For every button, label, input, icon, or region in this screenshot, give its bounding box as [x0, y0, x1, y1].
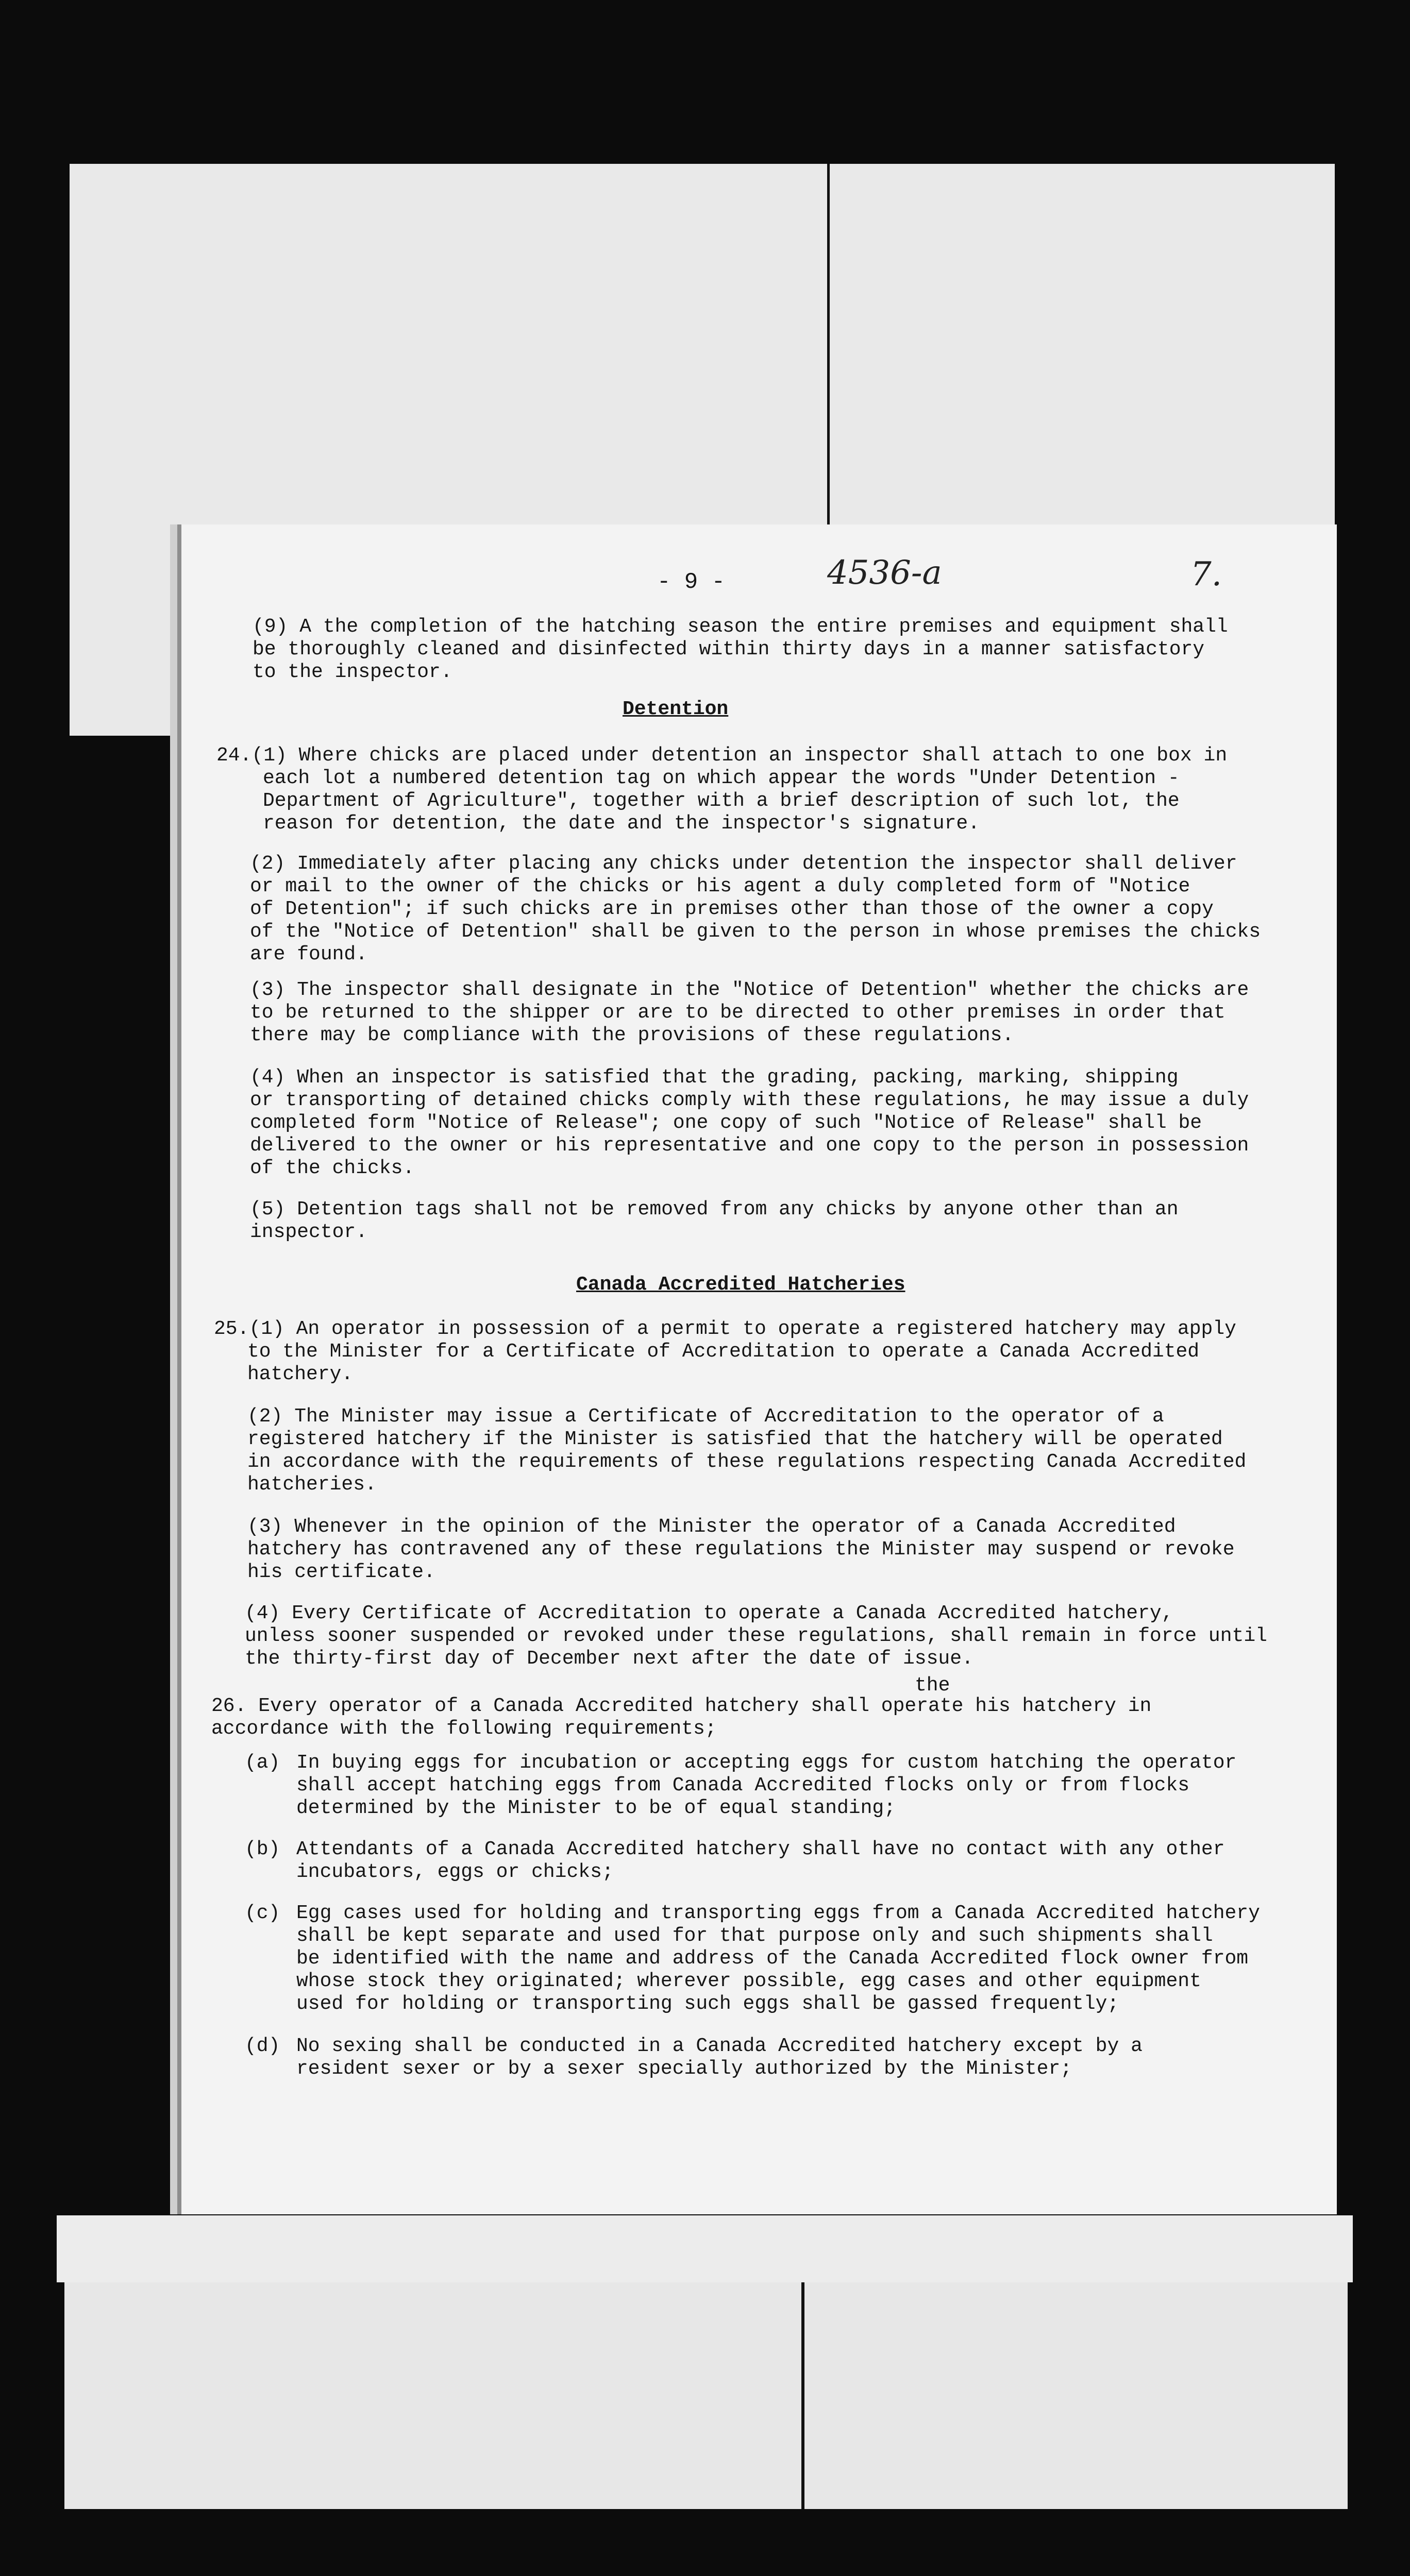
page-fold-line [827, 164, 830, 532]
accredited-hatcheries-heading: Canada Accredited Hatcheries [576, 1274, 905, 1296]
section-24-4-line: completed form "Notice of Release"; one copy of such "Notice of Release" shall be [250, 1112, 1202, 1134]
section-25-3-line: (3) Whenever in the opinion of the Minister the operator of a Canada Accredited [247, 1516, 1176, 1538]
section-24-5-line: (5) Detention tags shall not be removed from any chicks by anyone other than an [250, 1198, 1179, 1221]
item-d-label: (d) [245, 2035, 280, 2057]
item-c-line: be identified with the name and address of the Canada Accredited flock owner from [296, 1947, 1249, 1970]
item-b-label: (b) [245, 1838, 280, 1860]
section-24-5-line: inspector. [250, 1221, 368, 1243]
section-25-3-line: his certificate. [247, 1561, 435, 1583]
section-25-4-line: unless sooner suspended or revoked under these regulations, shall remain in force until [245, 1625, 1267, 1647]
scan-strip [57, 2215, 1353, 2282]
section-25-4-line: the thirty-first day of December next after the date of issue. [245, 1648, 973, 1670]
section-24-4-line: or transporting of detained chicks comply with these regulations, he may issue a duly [250, 1089, 1249, 1111]
item-c-line: whose stock they originated; wherever possible, egg cases and other equipment [296, 1970, 1201, 1992]
item-d-line: resident sexer or by a sexer specially authorized by the Minister; [296, 2058, 1072, 2080]
section-24-4-line: of the chicks. [250, 1157, 415, 1179]
page-fold-line-bottom [801, 2282, 804, 2509]
section-24-2-line: are found. [250, 943, 368, 965]
section-26-line: accordance with the following requirements; [211, 1718, 717, 1740]
item-d-line: No sexing shall be conducted in a Canada Accredited hatchery except by a [296, 2035, 1143, 2057]
paragraph-9-line: to the inspector. [253, 661, 452, 683]
section-24-3-line: there may be compliance with the provisions of these regulations. [250, 1024, 1014, 1046]
section-24-2-line: (2) Immediately after placing any chicks under detention the inspector shall deliver [250, 853, 1237, 875]
item-a-line: In buying eggs for incubation or accepting eggs for custom hatching the operator [296, 1752, 1237, 1774]
section-26-line: 26. Every operator of a Canada Accredited hatchery shall operate his hatchery in [211, 1695, 1152, 1717]
item-a-line: determined by the Minister to be of equal standing; [296, 1797, 896, 1819]
section-24-1-line: 24.(1) Where chicks are placed under detention an inspector shall attach to one box in [216, 744, 1228, 767]
section-24-1-line: reason for detention, the date and the inspector's signature. [263, 812, 980, 835]
paragraph-9-line: be thoroughly cleaned and disinfected within thirty days in a manner satisfactory [253, 638, 1205, 660]
section-24-3-line: to be returned to the shipper or are to be directed to other premises in order that [250, 1002, 1226, 1024]
item-b-line: Attendants of a Canada Accredited hatchery shall have no contact with any other [296, 1838, 1225, 1860]
item-c-line: used for holding or transporting such eggs shall be gassed frequently; [296, 1993, 1119, 2015]
item-c-label: (c) [245, 1902, 280, 1924]
section-24-2-line: of Detention"; if such chicks are in premises other than those of the owner a copy [250, 898, 1214, 920]
paragraph-9-line: (9) A the completion of the hatching season the entire premises and equipment shall [253, 616, 1228, 638]
section-24-3-line: (3) The inspector shall designate in the "Notice of Detention" whether the chicks are [250, 979, 1249, 1001]
item-a-label: (a) [245, 1752, 280, 1774]
section-24-1-line: each lot a numbered detention tag on which appear the words "Under Detention - [263, 767, 1180, 789]
section-24-4-line: delivered to the owner or his representative and one copy to the person in possession [250, 1134, 1249, 1157]
handwritten-page-number: 7. [1190, 555, 1222, 594]
section-25-1-line: hatchery. [247, 1363, 354, 1385]
section-25-2-line: in accordance with the requirements of these regulations respecting Canada Accredited [247, 1451, 1247, 1473]
detention-heading: Detention [623, 698, 729, 720]
item-b-line: incubators, eggs or chicks; [296, 1861, 614, 1883]
typed-insertion: the [915, 1674, 950, 1697]
section-25-4-line: (4) Every Certificate of Accreditation to operate a Canada Accredited hatchery, [245, 1602, 1173, 1624]
item-a-line: shall accept hatching eggs from Canada Accredited flocks only or from flocks [296, 1774, 1190, 1797]
section-25-2-line: hatcheries. [247, 1473, 377, 1496]
section-25-1-line: to the Minister for a Certificate of Accreditation to operate a Canada Accredited [247, 1341, 1200, 1363]
page-number: - 9 - [657, 569, 726, 595]
section-24-1-line: Department of Agriculture", together with a brief description of such lot, the [263, 790, 1180, 812]
section-24-2-line: of the "Notice of Detention" shall be given to the person in whose premises the chicks [250, 921, 1261, 943]
section-25-2-line: registered hatchery if the Minister is satisfied that the hatchery will be operated [247, 1428, 1223, 1450]
section-25-2-line: (2) The Minister may issue a Certificate of Accreditation to the operator of a [247, 1405, 1164, 1428]
handwritten-reference: 4536-a [827, 554, 942, 592]
section-24-4-line: (4) When an inspector is satisfied that the grading, packing, marking, shipping [250, 1066, 1179, 1089]
item-c-line: shall be kept separate and used for that purpose only and such shipments shall [296, 1925, 1213, 1947]
next-page-sheet [64, 2282, 1348, 2509]
section-25-1-line: 25.(1) An operator in possession of a permit to operate a registered hatchery may apply [214, 1318, 1236, 1340]
section-24-2-line: or mail to the owner of the chicks or his agent a duly completed form of "Notice [250, 875, 1190, 897]
section-25-3-line: hatchery has contravened any of these regulations the Minister may suspend or revoke [247, 1538, 1235, 1561]
item-c-line: Egg cases used for holding and transporting eggs from a Canada Accredited hatchery [296, 1902, 1260, 1924]
